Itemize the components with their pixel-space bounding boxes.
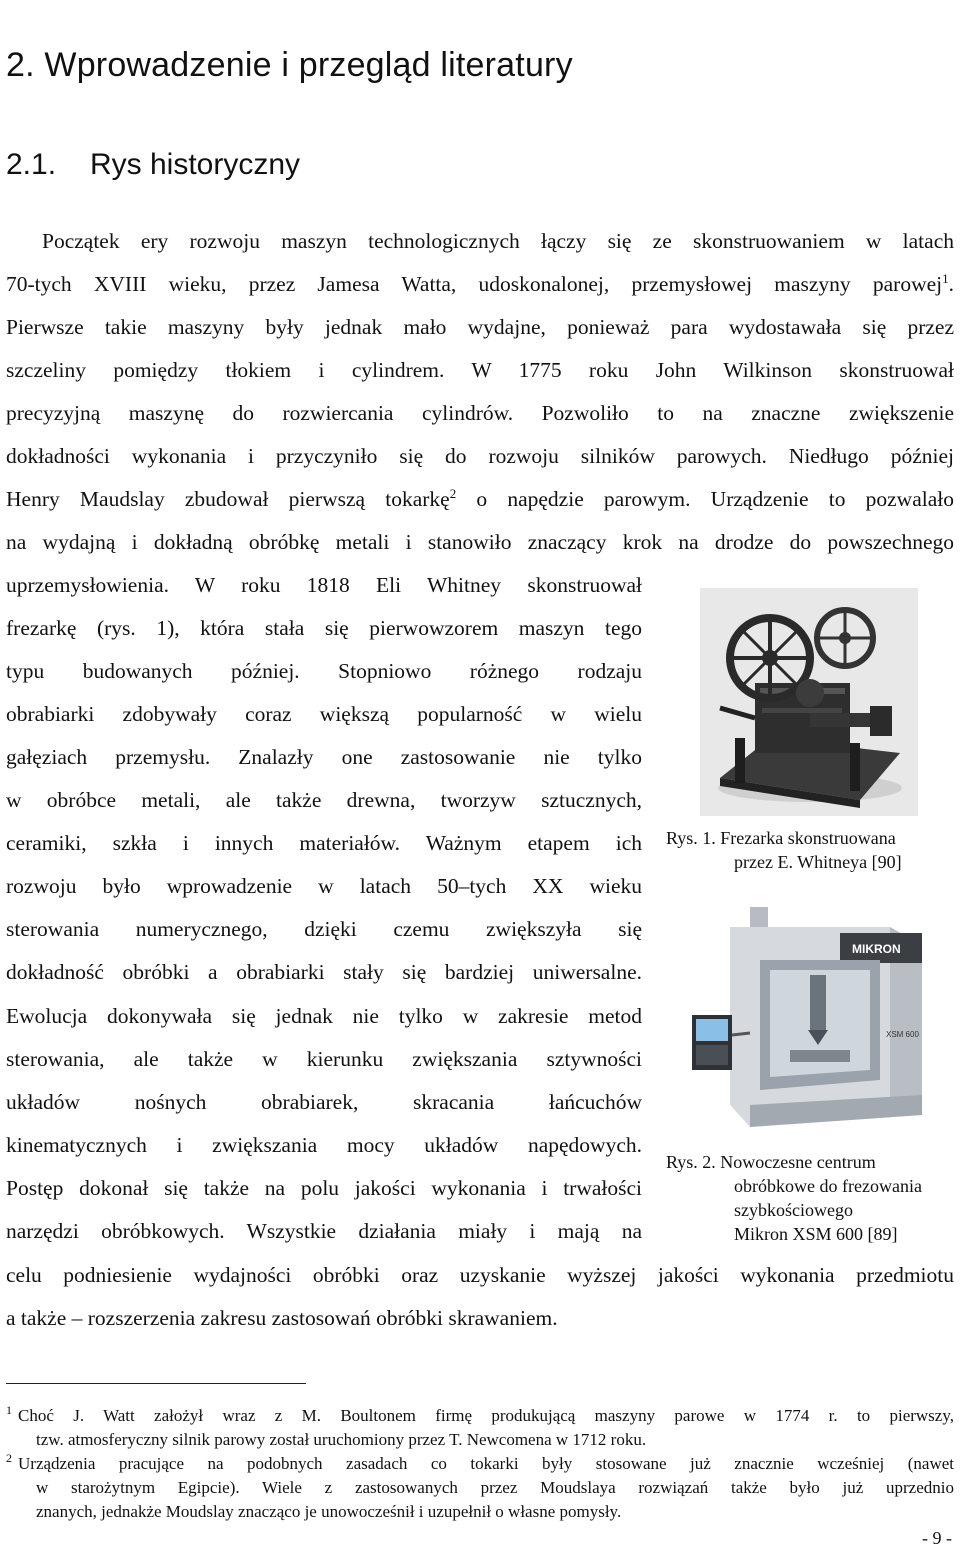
body-line: precyzyjną maszynę do rozwiercania cylindrów. Pozwoliło to na znaczne zwiększenie: [6, 401, 954, 425]
body-line: a także – rozszerzenia zakresu zastosowań obróbki skrawaniem.: [6, 1306, 558, 1330]
milling-machine-illustration: [700, 588, 918, 816]
body-line: narzędzi obróbkowych. Wszystkie działania miały i mają na: [6, 1219, 642, 1243]
footnote-1: [6, 1405, 954, 1426]
footnote-1-mark: 1: [6, 1403, 12, 1418]
body-line: dokładności wykonania i przyczyniło się do rozwoju silników parowych. Niedługo później: [6, 444, 954, 468]
body-line: ceramiki, szkła i innych materiałów. Ważnym etapem ich: [6, 831, 642, 855]
figure-whitney-milling-machine: [700, 588, 918, 816]
figure-1-caption: Rys. 1. Frezarka skonstruowana: [666, 828, 896, 848]
body-line: w obróbce metali, ale także drewna, tworzyw sztucznych,: [6, 788, 642, 812]
subsection-number: 2.1.: [6, 148, 57, 181]
footnote-separator: [6, 1383, 306, 1384]
figure-2-caption: Rys. 2. Nowoczesne centrum: [666, 1152, 876, 1172]
body-line: rozwoju było wprowadzenie w latach 50–tych XX wieku: [6, 874, 642, 898]
body-line-text: Henry Maudslay zbudował pierwszą tokarkę: [6, 487, 450, 511]
footnote-ref-2[interactable]: 2: [449, 485, 457, 501]
brand-logo-text: MIKRON: [852, 942, 901, 956]
figure-2-caption: Mikron XSM 600 [89]: [734, 1224, 898, 1244]
footnote-2: [6, 1453, 954, 1474]
footnote-2-mark: 2: [6, 1451, 12, 1466]
page-number: - 9 -: [922, 1528, 952, 1548]
body-line: celu podniesienie wydajności obróbki oraz uzyskanie wyższej jakości wykonania przedmiotu: [6, 1263, 954, 1287]
body-line: układów nośnych obrabiarek, skracania łańcuchów: [6, 1090, 642, 1114]
body-line: typu budowanych później. Stopniowo różnego rodzaju: [6, 659, 642, 683]
body-line: Pierwsze takie maszyny były jednak mało wydajne, ponieważ para wydostawała się przez: [6, 315, 954, 339]
body-line: frezarkę (rys. 1), która stała się pierwowzorem maszyn tego: [6, 616, 642, 640]
footnote-2-text: Urządzenia pracujące na podobnych zasadach co tokarki były stosowane już znacznie wcześniej (nawet: [18, 1454, 954, 1473]
body-line: gałęziach przemysłu. Znalazły one zastosowanie nie tylko: [6, 745, 642, 769]
body-line: dokładność obróbki a obrabiarki stały się bardziej uniwersalne.: [6, 960, 642, 984]
body-line: uprzemysłowienia. W roku 1818 Eli Whitney skonstruował: [6, 573, 642, 597]
body-line: 70-tych XVIII wieku, przez Jamesa Watta, udoskonalonej, przemysłowej maszyny parowej$^1$.: [6, 270, 954, 296]
machining-center-illustration: [690, 905, 932, 1133]
body-line: Początek ery rozwoju maszyn technologicznych łączy się ze skonstruowaniem w latach: [42, 229, 954, 253]
footnote-ref-1[interactable]: 1: [942, 270, 949, 286]
body-line: sterowania, ale także w kierunku zwiększania sztywności: [6, 1047, 642, 1071]
subsection-title: Rys historyczny: [90, 148, 301, 181]
body-line: na wydajną i dokładną obróbkę metali i stanowiło znaczący krok na drodze do powszechnego: [6, 530, 954, 554]
body-line: szczeliny pomiędzy tłokiem i cylindrem. W 1775 roku John Wilkinson skonstruował: [6, 358, 954, 382]
footnote-1-continued: tzw. atmosferyczny silnik parowy został uruchomiony przez T. Newcomena w 1712 roku.: [36, 1430, 647, 1449]
footnote-2-continued: znanych, jednakże Moudslay znacząco je unowocześnił i uzupełnił o własne pomysły.: [36, 1502, 622, 1521]
body-line: Ewolucja dokonywała się jednak nie tylko w zakresie metod: [6, 1004, 642, 1028]
figure-2-caption: szybkościowego: [734, 1200, 853, 1220]
body-line: [6, 486, 954, 512]
body-line: sterowania numerycznego, dzięki czemu zwiększyła się: [6, 917, 642, 941]
figure-mikron-machining-center: [690, 905, 932, 1133]
body-line-text: 70-tych XVIII wieku, przez Jamesa Watta, udoskonalonej, przemysłowej maszyny parowej: [6, 272, 943, 296]
figure-2-caption: obróbkowe do frezowania: [734, 1176, 922, 1196]
figure-1-caption: przez E. Whitneya [90]: [734, 852, 902, 872]
body-line: Postęp dokonał się także na polu jakości wykonania i trwałości: [6, 1176, 642, 1200]
model-label-text: XSM 600: [886, 1030, 919, 1039]
subsection-heading: [6, 148, 300, 182]
footnote-2-continued: w starożytnym Egipcie). Wiele z zastosowanych przez Moudslaya rozwiązań także było już uprzednio: [36, 1478, 954, 1497]
body-line-text: o napędzie parowym. Urządzenie to pozwalało: [456, 487, 954, 511]
body-line: kinematycznych i zwiększania mocy układów napędowych.: [6, 1133, 642, 1157]
body-line: obrabiarki zdobywały coraz większą popularność w wielu: [6, 702, 642, 726]
section-heading: 2. Wprowadzenie i przegląd literatury: [6, 46, 573, 84]
footnote-1-text: Choć J. Watt założył wraz z M. Boultonem firmę produkującą maszyny parowe w 1774 r. to pierwszy,: [18, 1406, 954, 1425]
